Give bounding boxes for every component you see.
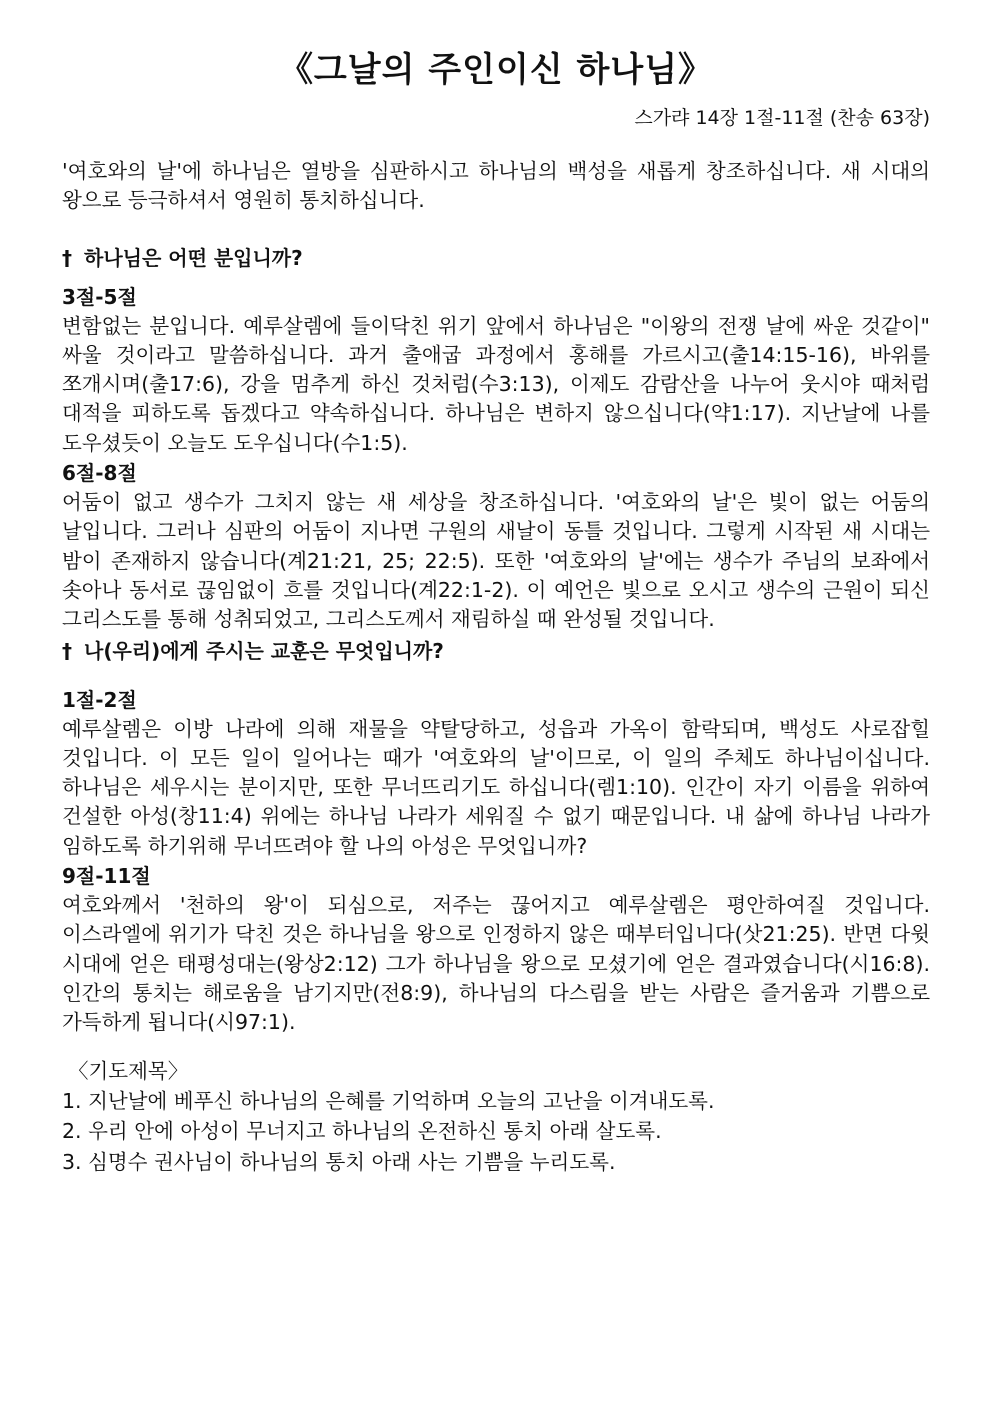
section-heading-lesson <box>62 635 930 667</box>
prayer-item: 3. 심명수 권사님이 하나님의 통치 아래 사는 기쁨을 누리도록. <box>62 1149 616 1174</box>
page-title: 《그날의 주인이신 하나님》 <box>278 50 714 90</box>
verse-label: 1절-2절 <box>62 687 137 712</box>
verse-label: 6절-8절 <box>62 461 137 486</box>
scripture-reference: 스가랴 14장 1절-11절 (찬송 63장) <box>634 107 930 129</box>
prayer-list <box>62 1086 930 1178</box>
prayer-item: 1. 지난날에 베푸신 하나님의 은혜를 기억하며 오늘의 고난을 이겨내도록. <box>62 1088 715 1113</box>
cross-icon: † <box>62 638 72 663</box>
verse-label: 9절-11절 <box>62 864 151 889</box>
section-heading-text: 하나님은 어떤 분입니까? <box>84 245 303 270</box>
verse-paragraph: 여호와께서 '천하의 왕'이 되심으로, 저주는 끊어지고 예루살렘은 평안하여질 것입니다. 이스라엘에 위기가 닥친 것은 하나님을 왕으로 인정하지 않은 때부터입니다(삿21:25). 반면 다윗 시대에 얻은 태평성대는(왕상2:12) 그가 하나님을 왕으로 모셨기에 얻은 결과였습니다(시16:8). 인간의 통치는 해로움을 남기지만(전8:9), 하나님의 다스림을 받는 사람은 즐거움과 기쁨으로 가득하게 됩니다(시97:1). <box>62 893 930 1035</box>
prayer-title: 〈기도제목〉 <box>68 1058 189 1083</box>
cross-icon: † <box>62 245 72 270</box>
verse-paragraph: 어둠이 없고 생수가 그치지 않는 새 세상을 창조하십니다. '여호와의 날'은 빛이 없는 어둠의 날입니다. 그러나 심판의 어둠이 지나면 구원의 새날이 동틀 것입니다. 그렇게 시작된 새 시대는 밤이 존재하지 않습니다(계21:21, 25; 22:5). 또한 '여호와의 날'에는 생수가 주님의 보좌에서 솟아나 동서로 끊임없이 흐를 것입니다(계22:1-2). 이 예언은 빛으로 오시고 생수의 근원이 되신 그리스도를 통해 성취되었고, 그리스도께서 재림하실 때 완성될 것입니다. <box>62 490 930 632</box>
verse-label: 3절-5절 <box>62 284 137 309</box>
section-heading-text: 나(우리)에게 주시는 교훈은 무엇입니까? <box>84 638 444 663</box>
intro-paragraph: '여호와의 날'에 하나님은 열방을 심판하시고 하나님의 백성을 새롭게 창조하십니다. 새 시대의 왕으로 등극하셔서 영원히 통치하십니다. <box>62 159 930 213</box>
verse-paragraph: 변함없는 분입니다. 예루살렘에 들이닥친 위기 앞에서 하나님은 "이왕의 전쟁 날에 싸운 것같이" 싸울 것이라고 말씀하십니다. 과거 출애굽 과정에서 홍해를 가르시고(출14:15-16), 바위를 쪼개시며(출17:6), 강을 멈추게 하신 것처럼(수3:13), 이제도 감람산을 나누어 웃시야 때처럼 대적을 피하도록 돕겠다고 약속하십니다. 하나님은 변하지 않으십니다(약1:17). 지난날에 나를 도우셨듯이 오늘도 도우십니다(수1:5). <box>62 313 930 455</box>
document-body <box>62 157 930 1177</box>
verse-paragraph: 예루살렘은 이방 나라에 의해 재물을 약탈당하고, 성읍과 가옥이 함락되며, 백성도 사로잡힐 것입니다. 이 모든 일이 일어나는 때가 '여호와의 날'이므로, 이 일의 주체도 하나님이십니다. 하나님은 세우시는 분이지만, 또한 무너뜨리기도 하십니다(렘1:10). 인간이 자기 이름을 위하여 건설한 아성(창11:4) 위에는 하나님 나라가 세워질 수 없기 때문입니다. 내 삶에 하나님 나라가 임하도록 하기위해 무너뜨려야 할 나의 아성은 무엇입니까? <box>62 716 930 858</box>
prayer-item: 2. 우리 안에 아성이 무너지고 하나님의 온전하신 통치 아래 살도록. <box>62 1119 662 1144</box>
section-heading-who-is-god <box>62 242 930 274</box>
